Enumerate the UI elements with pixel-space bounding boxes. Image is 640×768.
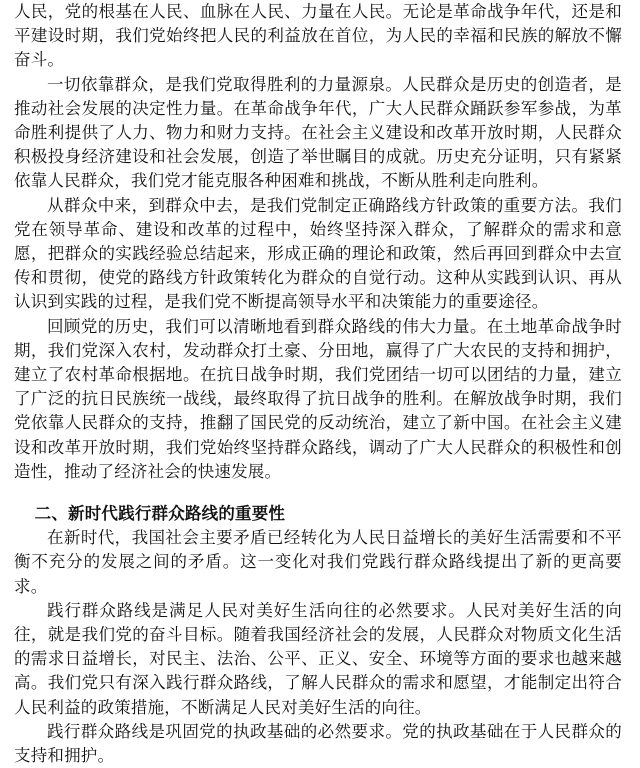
body-paragraph: 人民，党的根基在人民、血脉在人民、力量在人民。无论是革命战争年代，还是和平建设时期，我们党始终把人民的利益放在首位，为人民的幸福和民族的解放不懈奋斗。 [14,2,622,70]
body-paragraph: 回顾党的历史，我们可以清晰地看到群众路线的伟大力量。在土地革命战争时期，我们党深入农村，发动群众打土豪、分田地，赢得了广大农民的支持和拥护，建立了农村革命根据地。在抗日战争时期，我们党团结一切可以团结的力量，建立了广泛的抗日民族统一战线，最终取得了抗日战争的胜利。在解放战争时期，我们党依靠人民群众的支持，推翻了国民党的反动统治，建立了新中国。在社会主义建设和改革开放时期，我们党始终坚持群众路线，调动了广大人民群众的积极性和创造性，推动了经济社会的快速发展。 [14,316,622,481]
body-paragraph: 在新时代，我国社会主要矛盾已经转化为人民日益增长的美好生活需要和不平衡不充分的发展之间的矛盾。这一变化对我们党践行群众路线提出了新的更高要求。 [14,528,622,596]
body-paragraph: 从群众中来，到群众中去，是我们党制定正确路线方针政策的重要方法。我们党在领导革命、建设和改革的过程中，始终坚持深入群众，了解群众的需求和意愿，把群众的实践经验总结起来，形成正确的理论和政策，然后再回到群众中去宣传和贯彻，使党的路线方针政策转化为群众的自觉行动。这种从实践到认识、再从认识到实践的过程，是我们党不断提高领导水平和决策能力的重要途径。 [14,195,622,312]
document-page [14,0,622,768]
body-paragraph: 践行群众路线是满足人民对美好生活向往的必然要求。人民对美好生活的向往，就是我们党的奋斗目标。随着我国经济社会的发展，人民群众对物质文化生活的需求日益增长，对民主、法治、公平、正义、安全、环境等方面的要求也越来越高。我们党只有深入践行群众路线，了解人民群众的需求和愿望，才能制定出符合人民利益的政策措施，不断满足人民对美好生活的向往。 [14,600,622,717]
section-heading: 二、新时代践行群众路线的重要性 [34,504,286,524]
body-paragraph: 践行群众路线是巩固党的执政基础的必然要求。党的执政基础在于人民群众的支持和拥护。 [14,721,622,766]
body-paragraph: 一切依靠群众，是我们党取得胜利的力量源泉。人民群众是历史的创造者，是推动社会发展的决定性力量。在革命战争年代，广大人民群众踊跃参军参战，为革命胜利提供了人力、物力和财力支持。在社会主义建设和改革开放时期，人民群众积极投身经济建设和社会发展，创造了举世瞩目的成就。历史充分证明，只有紧紧依靠人民群众，我们党才能克服各种困难和挑战，不断从胜利走向胜利。 [14,74,622,191]
